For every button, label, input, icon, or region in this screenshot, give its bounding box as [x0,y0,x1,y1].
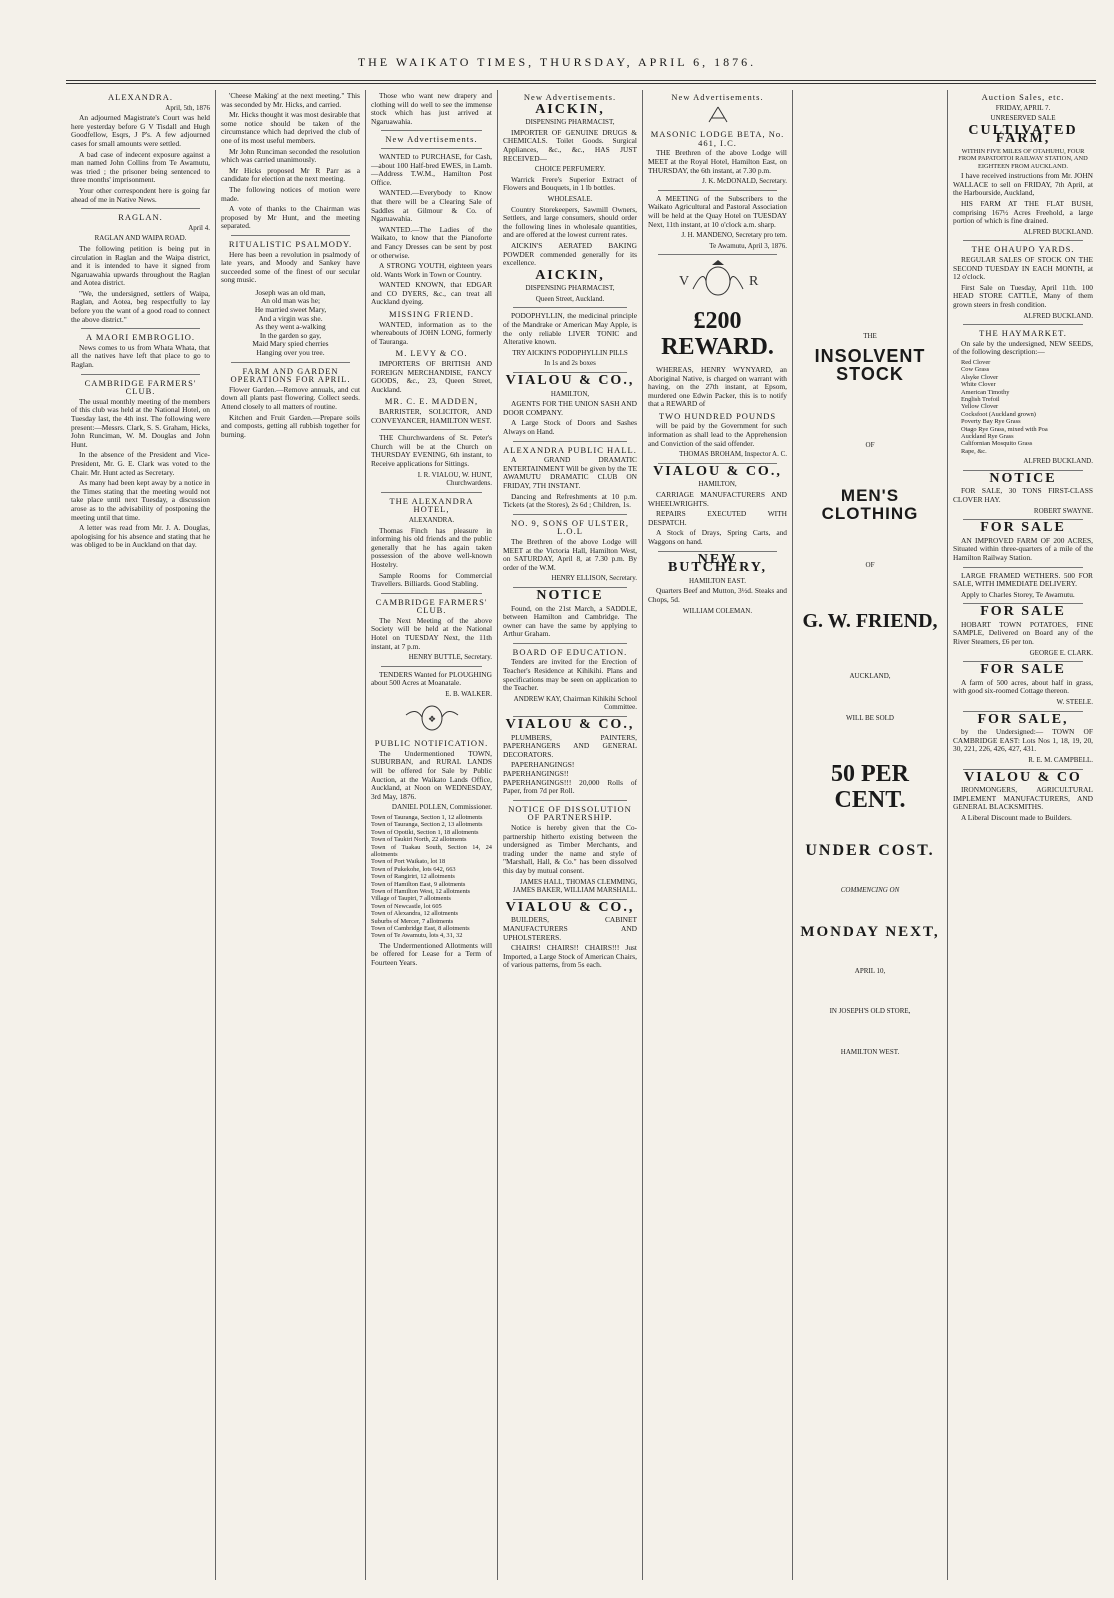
advert-text: WANTED.—Everybody to Know that there will be a Clearing Sale of Saddles at Gilmour & Co. of Ngaruawahia. [371,188,492,224]
advert-text: REPAIRS EXECUTED WITH DESPATCH. [648,509,787,527]
subheading: WHOLESALE. [547,194,593,203]
masthead: THE WAIKATO TIMES, THURSDAY, APRIL 6, 1876. [357,55,757,69]
divider [381,492,482,493]
advert-text: A MEETING of the Subscribers to the Waikato Agricultural and Pastoral Association will be held at the Quay Hotel on TUESDAY Next, 11th instant, at 10 o'clock a.m. sharp. [648,193,787,229]
advert-text: A farm of 500 acres, about half in grass, with good six-roomed Cottage thereon. [953,677,1093,696]
heading-new-advertisements: New Advertisements. [523,92,617,102]
heading-for-sale: FOR SALE [980,520,1066,536]
heading-haymarket: THE HAYMARKET. [979,328,1067,339]
heading-for-sale: FOR SALE [980,662,1066,678]
advert-text: A Large Stock of Doors and Sashes Always on Hand. [503,418,637,436]
verse [221,289,360,358]
advert-title-vialou: VIALOU & CO., [505,899,635,915]
advert-text: WANTED KNOWN, that EDGAR and CO DYERS, &c., can treat all Auckland dyeing. [371,280,492,307]
advert-text: CARRIAGE MANUFACTURERS AND WHEELWRIGHTS. [648,490,787,508]
list-item: Suburbs of Mercer, 7 allotments [371,917,454,925]
article-text: Mr John Runciman seconded the resolution which was carried unanimously. [221,146,360,165]
advert-text: Sample Rooms for Commercial Travellers. Billiards. Good Stabling. [371,570,492,589]
verse-line: He married sweet Mary, [254,305,327,315]
divider [381,666,482,667]
advert-text: The Undermentioned Allotments will be offered for Lease for a Term of Fourteen Years. [371,940,492,968]
heading-alexandra: ALEXANDRA. [107,92,173,102]
signature: JAMES HALL, THOMAS CLEMMING, JAMES BAKER, WILLIAM MARSHALL. [512,877,637,895]
divider [381,593,482,594]
heading-alexandra-public-hall: ALEXANDRA PUBLIC HALL. [503,444,637,455]
article-text: As many had been kept away by a notice in the Times stating that the meeting would not take place until next Tuesday, a discussion arose as to the advisability of postponing the meeting until that time. [71,478,210,522]
svg-text:R: R [748,274,758,290]
advert-text: I have received instructions from Mr. JOHN WALLACE to sell on FRIDAY, 7th April, at the Harbourside, Auckland, [953,171,1093,198]
advert-text: BUILDERS, CABINET MANUFACTURERS AND UPHOLSTERERS. [503,915,637,942]
advert-text: Country Storekeepers, Sawmill Owners, Settlers, and large consumers, should order the following lines in wholesale quantities, and are offered at the lowest current rates. [503,204,637,240]
advert-text: Apply to Charles Storey, Te Awamutu. [961,589,1075,599]
article-text: Here has been a revolution in psalmody of late years, and Moody and Sankey have succeeded some of the finest of our secular song music. [221,249,360,285]
advert-text: Quarters Beef and Mutton, 3½d. Steaks and Chops, 5d. [648,586,787,604]
list-item: Town of Hamilton East, 9 allotments [371,880,466,888]
list-item: Town of Hamilton West, 12 allotments [371,888,471,896]
heading-new-advertisements: New Advertisements. [385,134,478,145]
heading-dissolution: NOTICE OF DISSOLUTION OF PARTNERSHIP. [508,803,632,823]
svg-text:❖: ❖ [427,713,436,724]
list-item: Town of Opotiki, Section 1, 18 allotments [371,828,479,836]
list-item: Cocksfoot (Auckland grown) [961,410,1036,418]
subheading: DISPENSING PHARMACIST, [525,284,615,293]
heading-notice: NOTICE [989,470,1057,486]
heading-raglan: RAGLAN. [118,212,163,223]
divider [658,254,777,255]
heading-m-levy: M. LEVY & CO. [395,348,468,359]
advert-text: WHEREAS, HENRY WYNYARD, an Aboriginal Native, is charged on warrant with having, on the 27th instant, at Epsom, murdered one Edwin Packer, this is to notify that a REWARD of [648,364,787,409]
advert-text: A Stock of Drays, Spring Carts, and Waggons on hand. [648,528,787,546]
advert-text: AN IMPROVED FARM OF 200 ACRES, Situated within three-quarters of a mile of the Hamilton Railway Station. [953,535,1093,562]
heading-notice: NOTICE [536,587,604,603]
column-1 [66,90,216,1580]
subheading: CHOICE PERFUMERY. [534,165,606,174]
coat-of-arms-icon [371,703,492,736]
advert-text: IMPORTERS OF BRITISH AND FOREIGN MERCHANDISE, FANCY GOODS, &c., 23, Queen Street, Auckland. [371,359,492,394]
article-text: Mr. Hicks thought it was most desirable that some notice should be taken of the circumstance which had deprived the club of one of its most useful members. [221,110,360,145]
dateline: April 4. [188,223,210,232]
signature: R. E. M. CAMPBELL. [1028,756,1093,764]
advert-text: TENDERS Wanted for PLOUGHING about 500 Acres at Moanatale. [371,669,492,688]
divider [81,328,200,329]
article-text: The following petition is being put in circulation in Raglan and the Waipa district, and it is intended to have it signed from Ngaruawahia upwards throughout the Raglan and Aotea district. [71,243,210,288]
article-text: News comes to us from Whata Whata, that all the natives have left that place to go to Raglan. [71,342,210,370]
heading-ritualistic-psalmody: RITUALISTIC PSALMODY. [228,238,353,249]
signature: ANDREW KAY, Chairman Kihikihi School Committee. [513,694,637,712]
column-4 [498,90,643,1580]
divider [381,148,482,149]
ad-of: OF [865,561,875,570]
advert-text: PODOPHYLLIN, the medicinal principle of the Mandrake or American May Apple, is the only reliable LIVER TONIC and Alterative known. [503,311,637,347]
article-text: Mr Hicks proposed Mr R Parr as a candidate for election at the next meeting. [221,165,360,184]
heading-cambridge-farmers-club: CAMBRIDGE FARMERS' CLUB. [375,596,488,616]
masthead-rule [66,80,1096,81]
columns [66,90,1098,1580]
advert-text: Warrick Frere's Superior Extract of Flowers and Bouquets, in 1 lb bottles. [503,174,637,193]
divider [513,643,627,644]
ad-hamilton-west: HAMILTON WEST. [840,1047,900,1056]
subheading: RAGLAN AND WAIPA ROAD. [94,234,187,243]
advert-text: AICKIN'S AERATED BAKING POWDER commended generally for its excellence. [503,240,637,268]
signature: ALFRED BUCKLAND. [1023,311,1093,320]
land-list [371,814,492,940]
advert-text: PAPERHANGINGS! PAPERHANGINGS!! PAPERHANGINGS!!! 20,000 Rolls of Paper, from 7d per Roll. [503,760,637,796]
list-item: Town of Newcastle, lot 605 [371,902,442,910]
dateline: FRIDAY, APRIL 7. [995,103,1051,112]
advert-text: IMPORTER OF GENUINE DRUGS & CHEMICALS. Toilet Goods. Surgical Appliances, &c., &c., HAS JUST RECEIVED— [503,127,637,163]
advert-title-aickin: AICKIN, [535,101,605,117]
seed-list [953,359,1093,455]
list-item: Town of Tauranga, Section 1, 12 allotments [371,813,483,821]
heading-farm-and-garden: FARM AND GARDEN OPERATIONS FOR APRIL. [230,365,351,385]
subheading: Queen Street, Auckland. [535,294,605,303]
ad-april-10: APRIL 10, [854,966,886,975]
list-item: Alsyke Clover [961,373,999,381]
divider [963,324,1083,325]
column-2 [216,90,366,1580]
advert-text: Notice is hereby given that the Co-partnership hitherto existing between the undersigned as Timber Merchants, and trading under the name and style of "Marshall, Hall, & Co." has been dissolved this day by mutual consent. [503,822,637,875]
heading-maori-embroglio: A MAORI EMBROGLIO. [86,332,195,343]
column-7 [948,90,1098,1580]
article-text: Your other correspondent here is going far ahead of me in Native News. [71,185,210,204]
heading-board-of-education: BOARD OF EDUCATION. [512,646,628,657]
signature: J. K. McDONALD, Secretary. [702,177,787,186]
signature: J. H. MANDENO, Secretary pro tem. [681,231,787,240]
article-text: The following notices of motion were made. [221,184,360,203]
advert-text: On sale by the undersigned, NEW SEEDS, of the following description:— [953,338,1093,357]
list-item: Town of Alexandra, 12 allotments [371,910,459,918]
divider [513,307,627,308]
divider [381,429,482,430]
ad-of: OF [865,440,875,449]
advert-text: WANTED, information as to the whereabouts of JOHN LONG, formerly of Tauranga. [371,319,492,346]
divider [231,362,350,363]
article-text: The usual monthly meeting of the members of this club was held at the National Hotel, on Tuesday last, the 4th inst. The following were present:—Messrs. Clark, S. S. Graham, Hicks, John Runciman, W. M. Douglas and John Hunt. [71,396,210,449]
heading-for-sale: FOR SALE, [977,711,1069,727]
advert-text: HIS FARM AT THE FLAT BUSH, comprising 167½ Acres Freehold, a large portion of which is fine drained. [953,198,1093,226]
heading-for-sale: FOR SALE [980,604,1066,620]
advert-text: A Liberal Discount made to Builders. [961,812,1072,822]
list-item: Poverty Bay Rye Grass [961,418,1021,426]
ad-monday-next: MONDAY NEXT, [800,924,940,941]
advert-text: PLUMBERS, PAINTERS, PAPERHANGERS AND GENERAL DECORATORS. [503,732,637,759]
advert-text: A STRONG YOUTH, eighteen years old. Wants Work in Town or Country. [371,261,492,279]
advert-text: AGENTS FOR THE UNION SASH AND DOOR COMPANY. [503,399,637,417]
ad-store: IN JOSEPH'S OLD STORE, [829,1007,911,1016]
dateline: Te Awamutu, April 3, 1876. [709,241,787,250]
masthead-rule-2 [66,83,1096,84]
reward-title: £200 REWARD. [661,307,774,360]
advert-text: The Undermentioned TOWN, SUBURBAN, and RURAL LANDS will be offered for Sale by Public Auction, at the Waikato Lands Office, Auckland, at Noon on WEDNESDAY, 3rd May, 1876. [371,748,492,801]
list-item: Rape, &c. [961,447,987,455]
column-6 [793,90,948,1580]
advert-text: A GRAND DRAMATIC ENTERTAINMENT Will be given by the TE AWAMUTU DRAMATIC CLUB ON FRIDAY, 7TH INSTANT. [503,455,637,490]
divider [513,800,627,801]
advert-text: Thomas Finch has pleasure in informing his old friends and the public generally that he has again taken possession of the above well-known Hostelry. [371,525,492,569]
heading-masonic-lodge: MASONIC LODGE BETA, No. 461, I.C. [650,129,785,148]
article-text: Kitchen and Fruit Garden.—Prepare soils and composts, getting all rubbish together for burning. [221,412,360,439]
advert-text: Tenders are invited for the Erection of Teacher's Residence at Kihikihi. Plans and specifications may be seen on application to the Teacher. [503,657,637,693]
ad-will-be-sold: WILL BE SOLD [846,714,894,723]
advert-text: Found, on the 21st March, a SADDLE, between Hamilton and Cambridge. The owner can have the same by applying to Arthur Graham. [503,603,637,639]
ad-under-cost: UNDER COST. [805,841,935,859]
list-item: Town of Te Awamutu, lots 4, 31, 32 [371,932,463,940]
signature: ALFRED BUCKLAND. [1023,457,1093,466]
advert-text: WANTED.—The Ladies of the Waikato, to know that the Pianoforte and Fancy Dresses can be sent by post or otherwise. [371,224,492,260]
masonic-emblem-icon [648,106,787,127]
signature: GEORGE E. CLARK. [1029,648,1093,657]
list-item: Town of Port Waikato, lot 18 [371,858,446,866]
list-item: Town of Tuakau South, Section 14, 24 allotments [371,843,492,858]
advert-title-aickin: AICKIN, [535,267,605,283]
heading-auction-sales: Auction Sales, etc. [981,92,1065,102]
heading-sons-of-ulster: NO. 9, SONS OF ULSTER, L.O.L [510,517,630,537]
verse-line: Hanging over you tree. [256,348,325,358]
signature: ALFRED BUCKLAND. [1023,227,1093,236]
list-item: Town of Rangiriri, 12 allotments [371,873,455,881]
list-item: Cow Grass [961,366,990,374]
subheading: WITHIN FIVE MILES OF OTAHUHU, FOUR FROM PAPATOITOI RAILWAY STATION, AND EIGHTEEN FROM AUCKLAND. [958,147,1088,170]
list-item: Auckland Rye Grass [961,432,1014,440]
signature: W. STEELE. [1056,698,1093,707]
heading-cambridge-farmers-club: CAMBRIDGE FARMERS' CLUB. [84,377,197,397]
article-text: Flower Garden.—Remove annuals, and cut down all plants past flowering. Collect seeds. Attend closely to all matters of routine. [221,384,360,411]
article-text: A bad case of indecent exposure against a man named John Collins from Te Awamutu, was tried ; the prisoner being sentenced to three months' imprisonment. [71,149,210,185]
advert-text: THE Brethren of the above Lodge will MEET at the Royal Hotel, Hamilton East, on THURSDAY, the 6th instant, at 7.30 p.m. [648,148,787,175]
divider [513,514,627,515]
subheading: ALEXANDRA. [408,515,455,524]
advert-text: CHAIRS! CHAIRS!! CHAIRS!!! Just Imported, a Large Stock of American Chairs, of various patterns, from 5s each. [503,943,637,970]
divider [381,130,482,131]
list-item: Town of Pukekohe, lots 642, 663 [371,865,456,873]
advert-text: THE Churchwardens of St. Peter's Church will be at the Church on THURSDAY EVENING, 6th instant, to Receive applications for Sittings. [371,433,492,468]
divider [81,208,200,209]
list-item: Town of Taukiri North, 22 allotments [371,836,467,844]
signature: HENRY ELLISON, Secretary. [551,574,637,583]
article-text: 'Cheese Making' at the next meeting." This was seconded by Mr. Hicks, and carried. [221,91,360,109]
advert-text: by the Undersigned:— TOWN OF CAMBRIDGE EAST: Lots Nos 1, 18, 19, 20, 30, 221, 226, 426, 427, 431. [953,727,1093,754]
divider [658,190,777,191]
article-text: A vote of thanks to the Chairman was proposed by Mr Hunt, and the meeting separated. [221,204,360,231]
advert-title-vialou: VIALOU & CO., [505,717,635,733]
verse-line: Joseph was an old man, [255,287,326,297]
advert-title-vialou: VIALOU & CO., [653,463,782,479]
advert-title-vialou: VIALOU & CO [964,769,1082,785]
advert-text: First Sale on Tuesday, April 11th. 100 HEAD STORE CATTLE, Many of them grown steers in fresh condition. [953,282,1093,309]
advert-text: will be paid by the Government for such information as shall lead to the Apprehension and Conviction of the said offender. [648,421,787,448]
advert-text: The Next Meeting of the above Society will be held at the National Hotel on TUESDAY Next, the 11th instant, at 7 p.m. [371,615,492,651]
signature: E. B. WALKER. [445,690,492,699]
signature: DANIEL POLLEN, Commissioner. [391,803,492,812]
list-item: White Clover [961,381,996,389]
list-item: Otago Rye Grass, mixed with Poa [961,425,1048,433]
column-3 [366,90,498,1580]
ad-mens-clothing: MEN'S CLOTHING [821,486,919,524]
dateline: April, 5th, 1876 [165,103,210,112]
column-5 [643,90,793,1580]
verse-line: Maid Mary spied cherries [252,339,329,349]
list-item: Yellow Clover [961,403,999,411]
advert-title-vialou: VIALOU & CO., [505,373,635,389]
subheading: HAMILTON EAST. [688,576,747,585]
verse-line: In the garden so gay, [259,330,322,340]
heading-madden: MR. C. E. MADDEN, [384,396,479,407]
advert-text: LARGE FRAMED WETHERS. 500 FOR SALE, WITH IMMEDIATE DELIVERY. [953,570,1093,589]
signature: ROBERT SWAYNE. [1033,506,1093,515]
article-text: In the absence of the President and Vice-President, Mr. G. E. Clark was voted to the Chair. Mr. Hunt acted as Secretary. [71,450,210,477]
heading-ohaupo-yards: THE OHAUPO YARDS. [971,244,1075,255]
list-item: Californian Mosquito Grass [961,440,1033,448]
article-text: "We, the undersigned, settlers of Waipa, Raglan, and Aotea, beg respectfully to lay before you the want of a good road to connect the above district." [71,288,210,324]
verse-line: As they went a-walking [255,322,326,332]
list-item: Town of Tauranga, Section 2, 13 allotments [371,821,483,829]
ad-commencing-on: COMMENCING ON [840,885,900,894]
advert-text: HOBART TOWN POTATOES, FINE SAMPLE, Delivered on Board any of the River Steamers, £6 per ton. [953,619,1093,647]
verse-line: And a virgin was she. [258,313,323,323]
ad-50-per-cent: 50 PER CENT. [831,760,909,813]
subheading: HAMILTON, [550,389,590,398]
advert-text: Dancing and Refreshments at 10 p.m. Tickets (at the Stores), 2s 6d ; Children, 1s. [503,491,637,510]
advert-text: BARRISTER, SOLICITOR, AND CONVEYANCER, HAMILTON WEST. [371,407,492,425]
advert-text: The Brethren of the above Lodge will MEET at the Victoria Hall, Hamilton West, on SATURDAY, April 8, at 7.30 p.m. By order of the W.M. [503,536,637,572]
article-text: Those who want new drapery and clothing will do well to see the immense stock which has just arrived at Ngaruawahia. [371,91,492,126]
article-text: A letter was read from Mr. J. A. Douglas, apologising for his absence and stating that he was obliged to be in Auckland on that day. [71,523,210,550]
signature: WILLIAM COLEMAN. [682,606,753,615]
advert-text: FOR SALE, 30 TONS FIRST-CLASS CLOVER HAY. [953,486,1093,504]
advert-text: WANTED to PURCHASE, for Cash,—about 100 Half-bred EWES, in Lamb.—Address T.W.M., Hamilton Post Office. [371,151,492,187]
divider [231,235,350,236]
advert-text: IRONMONGERS, AGRICULTURAL IMPLEMENT MANUFACTURERS, AND GENERAL BLACKSMITHS. [953,785,1093,812]
subheading: UNRESERVED SALE [990,114,1056,123]
signature: THOMAS BROHAM, Inspector A. C. [679,450,787,459]
subheading: HAMILTON, [698,480,737,489]
divider [963,240,1083,241]
heading-missing-friend: MISSING FRIEND. [389,309,474,320]
heading-new-butchery: NEW BUTCHERY, [667,551,768,576]
signature: HENRY BUTTLE, Secretary. [408,653,492,662]
verse-line: An old man was he; [260,296,321,306]
list-item: Red Clover [961,358,991,366]
signature: I. R. VIALOU, W. HUNT, Churchwardens. [417,470,492,488]
list-item: Village of Taupiri, 7 allotments [371,895,451,903]
reward-amount: TWO HUNDRED POUNDS [658,410,777,421]
divider [513,441,627,442]
svg-text:V: V [678,274,689,290]
list-item: American Timothy [961,388,1010,396]
ad-g-w-friend: G. W. FRIEND, [802,609,938,632]
heading-alexandra-hotel: THE ALEXANDRA HOTEL, [389,495,474,515]
ad-the: THE [863,332,877,340]
royal-arms-icon [648,259,787,302]
article-text: An adjourned Magistrate's Court was held here yesterday before G V Tisdall and Hugh Goodfellow, Esqrs, J P's. A few adjourned cases for small amounts were settled. [71,113,210,148]
divider [81,374,200,375]
list-item: English Trefoil [961,395,1000,403]
ad-insolvent-stock: INSOLVENT STOCK [814,345,926,384]
ad-auckland: AUCKLAND, [849,671,891,680]
subheading: In 1s and 2s boxes [544,359,596,368]
heading-public-notification: PUBLIC NOTIFICATION. [374,738,489,749]
advert-title-cultivated-farm: CULTIVATED FARM, [968,122,1078,147]
advert-text: REGULAR SALES OF STOCK ON THE SECOND TUESDAY IN EACH MONTH, at 12 o'clock. [953,254,1093,282]
heading-new-advertisements: New Advertisements. [671,92,764,102]
subheading: DISPENSING PHARMACIST, [525,118,615,127]
subheading: TRY AICKIN'S PODOPHYLLIN PILLS [512,348,628,357]
divider [963,567,1083,568]
list-item: Town of Cambridge East, 8 allotments [371,925,470,933]
